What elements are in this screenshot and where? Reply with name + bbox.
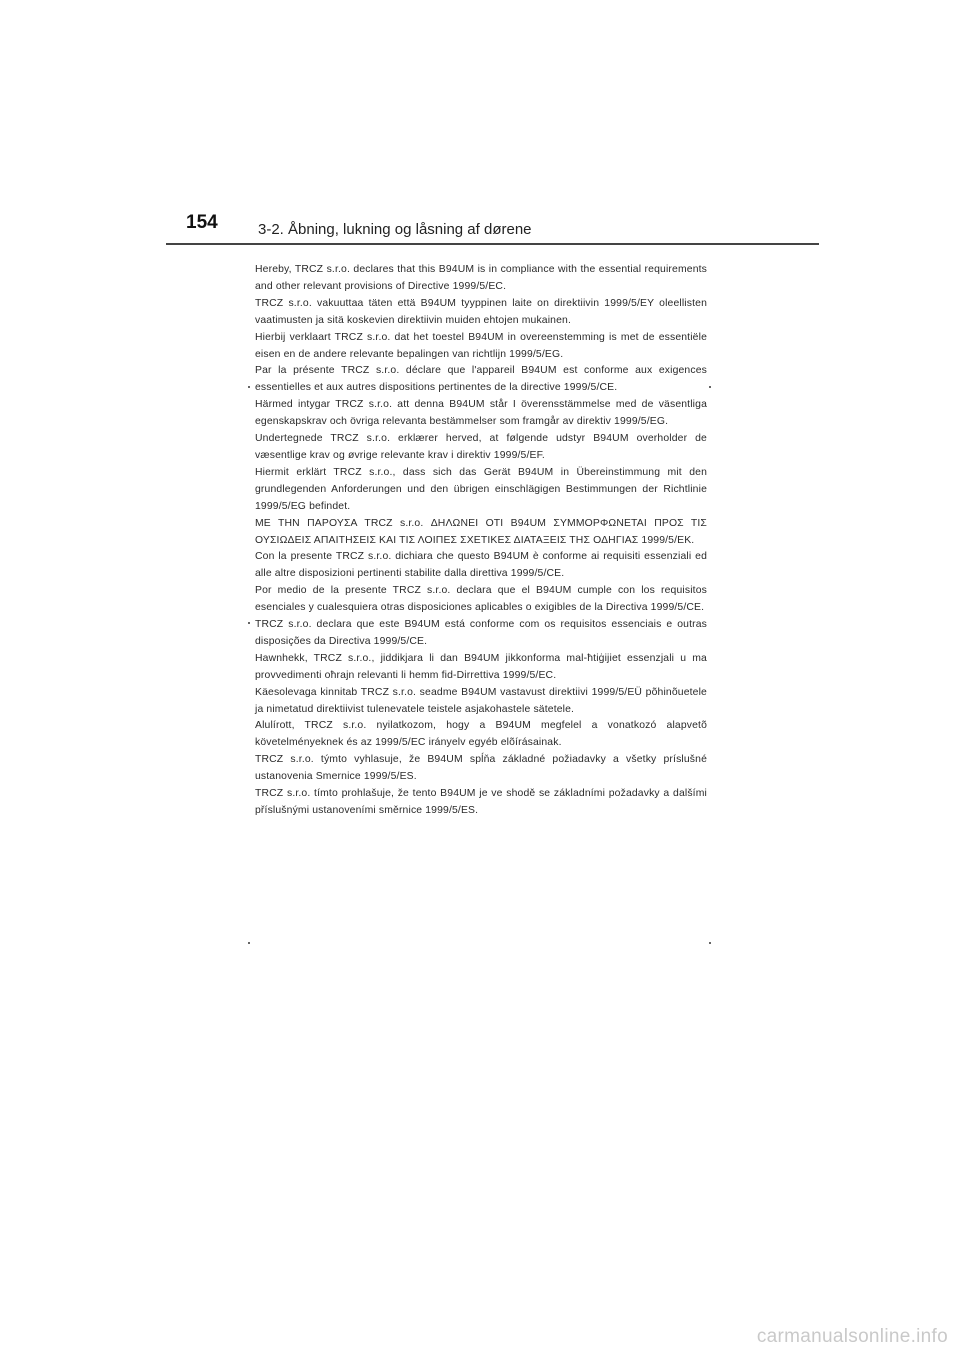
- margin-dot: [248, 942, 250, 944]
- declaration-swedish: Härmed intygar TRCZ s.r.o. att denna B94UM står I överensstämmelse med de väsentliga egenskapskrav och övriga relevanta bestämmelser som framgår av direktiv 1999/5/EG.: [255, 399, 707, 428]
- margin-dot: [248, 622, 250, 624]
- declaration-finnish: TRCZ s.r.o. vakuuttaa täten että B94UM tyyppinen laite on direktiivin 1999/5/EY oleellisten vaatimusten ja sitä koskevien direktiivin muiden ehtojen mukainen.: [255, 297, 707, 326]
- declaration-slovak: TRCZ s.r.o. týmto vyhlasuje, že B94UM spĺňa základné požiadavky a všetky príslušné ustanovenia Smernice 1999/5/ES.: [255, 754, 707, 783]
- declaration-hungarian: Alulírott, TRCZ s.r.o. nyilatkozom, hogy a B94UM megfelel a vonatkozó alapvetõ követelményeknek és az 1999/5/EC irányelv egyéb elõírásainak.: [255, 720, 707, 749]
- declaration-english: Hereby, TRCZ s.r.o. declares that this B94UM is in compliance with the essential requirements and other relevant provisions of Directive 1999/5/EC.: [255, 264, 707, 292]
- margin-dot: [709, 386, 711, 388]
- margin-dot: [709, 942, 711, 944]
- declaration-italian: Con la presente TRCZ s.r.o. dichiara che questo B94UM è conforme ai requisiti essenziali ed alle altre disposizioni pertinenti stabilite dalla direttiva 1999/5/CE.: [255, 551, 707, 580]
- declaration-dutch: Hierbij verklaart TRCZ s.r.o. dat het toestel B94UM in overeenstemming is met de essentiële eisen en de andere relevante bepalingen van richtlijn 1999/5/EG.: [255, 331, 707, 360]
- declaration-german: Hiermit erklärt TRCZ s.r.o., dass sich das Gerät B94UM in Übereinstimmung mit den grundlegenden Anforderungen und den übrigen einschlägigen Bestimmungen der Richtlinie 1999/5/EG befindet.: [255, 466, 707, 512]
- declaration-danish: Undertegnede TRCZ s.r.o. erklærer herved, at følgende udstyr B94UM overholder de væsentlige krav og øvrige relevante krav i direktiv 1999/5/EF.: [255, 433, 707, 461]
- declarations-block: [255, 262, 707, 820]
- declaration-estonian: Käesolevaga kinnitab TRCZ s.r.o. seadme B94UM vastavust direktiivi 1999/5/EÜ põhinõuetele ja nimetatud direktiivist tulenevatele teistele asjakohastele sätetele.: [255, 686, 707, 715]
- header-divider: [166, 243, 819, 245]
- margin-dot: [248, 386, 250, 388]
- declaration-greek: ΜΕ ΤΗΝ ΠΑΡΟΥΣΑ TRCZ s.r.o. ΔΗΛΩΝΕΙ ΟΤΙ B94UM ΣΥΜΜΟΡΦΩΝΕΤΑΙ ΠΡΟΣ ΤΙΣ ΟΥΣΙΩΔΕΙΣ ΑΠΑΙΤΗΣΕΙΣ ΚΑΙ ΤΙΣ ΛΟΙΠΕΣ ΣΧΕΤΙΚΕΣ ΔΙΑΤΑΞΕΙΣ ΤΗΣ ΟΔΗΓΙΑΣ 1999/5/ΕΚ.: [255, 517, 707, 546]
- declaration-french: Par la présente TRCZ s.r.o. déclare que l'appareil B94UM est conforme aux exigences essentielles et aux autres dispositions pertinentes de la directive 1999/5/CE.: [255, 365, 707, 394]
- page-number: 154: [186, 212, 218, 233]
- section-title: 3-2. Åbning, lukning og låsning af dørene: [258, 221, 532, 238]
- declaration-maltese: Hawnhekk, TRCZ s.r.o., jiddikjara li dan B94UM jikkonforma mal-ħtiġijiet essenzjali u ma provvedimenti oħrajn relevanti li hemm fid-Dirrettiva 1999/5/EC.: [255, 652, 707, 681]
- declaration-portuguese: TRCZ s.r.o. declara que este B94UM está conforme com os requisitos essenciais e outras disposições da Directiva 1999/5/CE.: [255, 619, 707, 647]
- declaration-spanish: Por medio de la presente TRCZ s.r.o. declara que el B94UM cumple con los requisitos esenciales y cualesquiera otras disposiciones aplicables o exigibles de la Directiva 1999/5/CE.: [255, 585, 707, 614]
- declaration-czech: TRCZ s.r.o. tímto prohlašuje, že tento B94UM je ve shodě se základními požadavky a dalšími příslušnými ustanoveními směrnice 1999/5/ES.: [255, 788, 707, 816]
- watermark-text: carmanualsonline.info: [756, 1326, 948, 1347]
